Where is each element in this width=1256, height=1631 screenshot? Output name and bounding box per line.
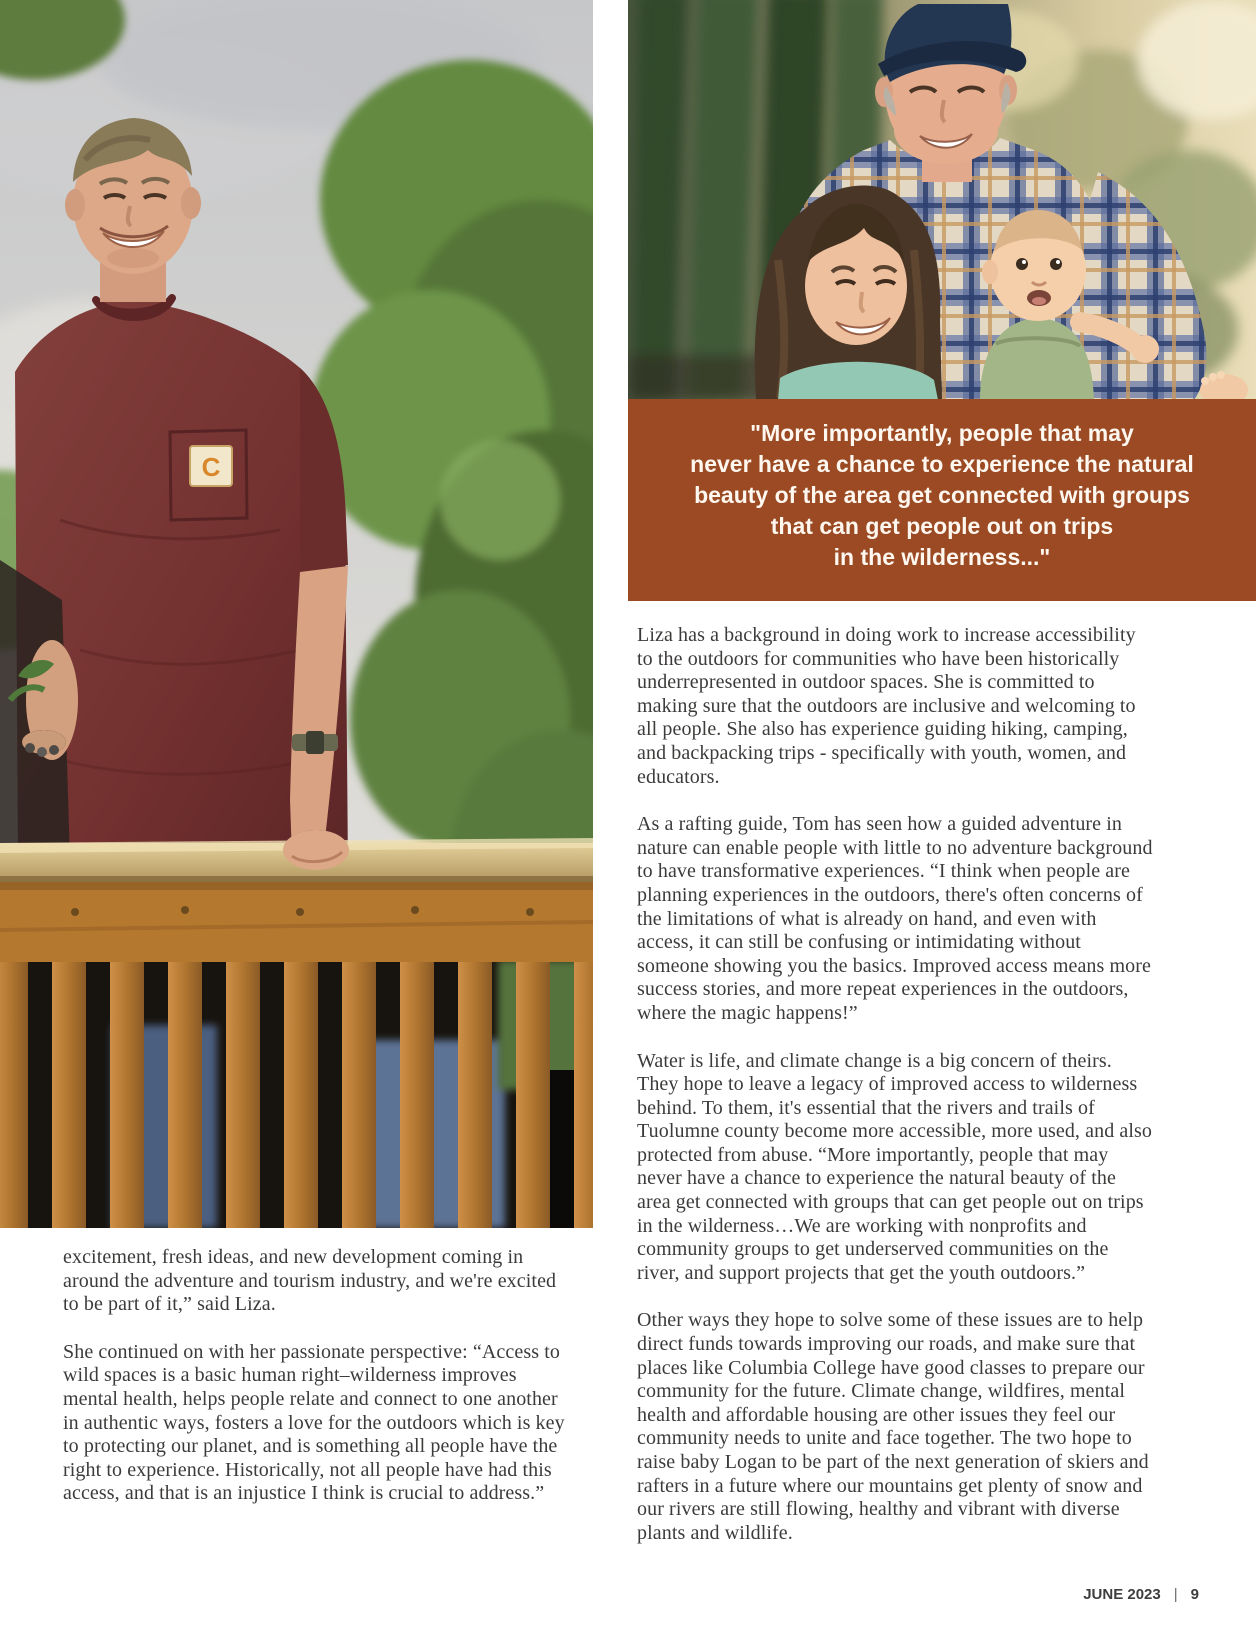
article-paragraph: Water is life, and climate change is a big concern of theirs. They hope to leave a legacy of improved access to wilderness behind. To them, it's essential that the rivers and trails of Tuolumne county become more accessible, more used, and also protected from abuse. “More importantly, people that may never have a chance to experience the natural beauty of the area get connected with groups that can get people out on trips in the wilderness…We are working with nonprofits and community groups to get underserved communities on the river, and support projects that get the youth outdoors.” <box>637 1049 1153 1284</box>
footer-issue-date: JUNE 2023 <box>1083 1586 1161 1603</box>
pull-quote-line: that can get people out on trips <box>770 513 1114 539</box>
article-paragraph: As a rafting guide, Tom has seen how a guided adventure in nature can enable people with little to no adventure background to have transformative experiences. “I think when people are planning experiences in the outdoors, there's often concerns of the limitations of what is already on hand, and even with access, it can still be confusing or intimidating without someone showing you the basics. Improved access means more success stories, and more repeat experiences in the outdoors, where the magic happens!” <box>637 813 1153 1024</box>
pull-quote-box <box>628 399 1256 601</box>
page-footer <box>1083 1586 1199 1603</box>
footer-page-number: 9 <box>1190 1586 1199 1603</box>
article-paragraph: Other ways they hope to solve some of these issues are to help direct funds towards improving our roads, and make sure that places like Columbia College have good classes to prepare our community for the future. Climate change, wildfires, mental health and affordable housing are other issues they feel our community needs to unite and face together. The two hope to raise baby Logan to be part of the next generation of skiers and rafters in a future where our mountains get plenty of snow and our rivers are still flowing, healthy and vibrant with diverse plants and wildlife. <box>637 1309 1149 1544</box>
article-paragraph: excitement, fresh ideas, and new development coming in around the adventure and tourism industry, and we're excited to be part of it,” said Liza. <box>63 1246 557 1316</box>
left-photo-illustration <box>0 0 593 1228</box>
article-paragraph: She continued on with her passionate perspective: “Access to wild spaces is a basic human right–wilderness improves mental health, helps people relate and connect to one another in authentic ways, fosters a love for the outdoors which is key to protecting our planet, and is something all people have the right to experience. Historically, not all people have had this access, and that is an injustice I think is crucial to address.” <box>63 1340 565 1505</box>
left-text-column <box>63 1246 575 1530</box>
right-text-column <box>637 624 1153 1569</box>
carhartt-logo: C <box>201 452 221 482</box>
family-photo-illustration <box>628 0 1256 400</box>
pull-quote-line: "More importantly, people that may <box>750 420 1134 446</box>
pull-quote-line: beauty of the area get connected with groups <box>694 482 1190 508</box>
pull-quote-line: in the wilderness..." <box>833 544 1051 570</box>
right-photo-family <box>628 0 1256 400</box>
pull-quote-line: never have a chance to experience the natural <box>690 451 1194 477</box>
left-photo-man-on-deck <box>0 0 593 1228</box>
article-paragraph: Liza has a background in doing work to increase accessibility to the outdoors for communities who have been historically underrepresented in outdoor spaces. She is committed to making sure that the outdoors are inclusive and welcoming to all people. She also has experience guiding hiking, camping, and backpacking trips - specifically with youth, women, and educators. <box>637 624 1136 788</box>
deck-railing <box>0 830 593 1228</box>
footer-separator: | <box>1173 1586 1178 1603</box>
